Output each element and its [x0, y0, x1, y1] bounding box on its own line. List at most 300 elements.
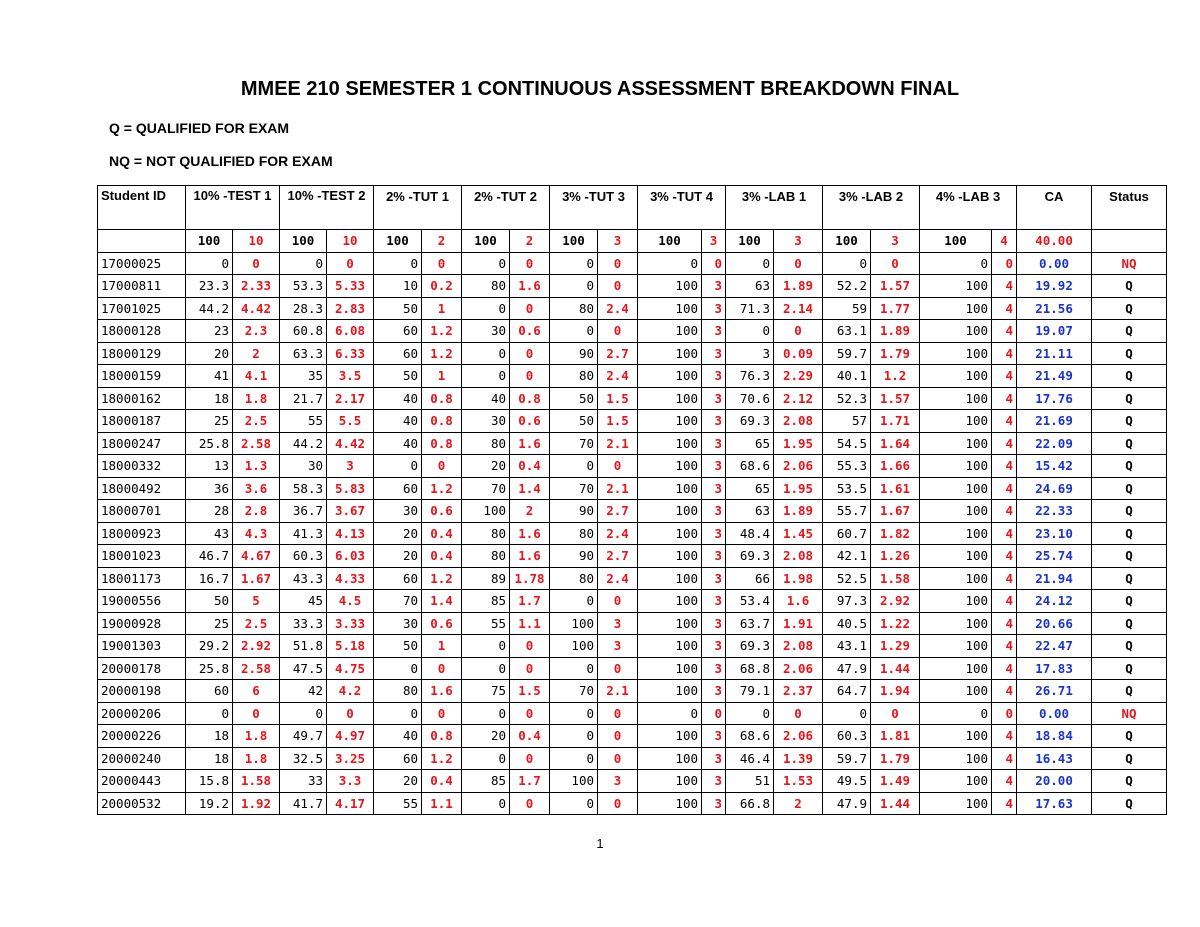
weighted-score-cell: 0	[598, 320, 638, 343]
weighted-score-cell: 4	[992, 500, 1017, 523]
weighted-score-cell: 0.8	[422, 432, 462, 455]
raw-score-cell: 60	[186, 680, 233, 703]
weighted-score-cell: 4	[992, 365, 1017, 388]
weighted-score-cell: 0.4	[422, 770, 462, 793]
ca-total-cell: 21.49	[1017, 365, 1092, 388]
raw-score-cell: 0	[550, 590, 598, 613]
raw-score-cell: 48.4	[726, 522, 774, 545]
raw-score-cell: 25	[186, 612, 233, 635]
weighted-score-cell: 4	[992, 635, 1017, 658]
raw-score-cell: 100	[638, 432, 702, 455]
raw-score-cell: 63	[726, 275, 774, 298]
max-marks-row	[98, 230, 1167, 253]
table-row	[98, 432, 1167, 455]
weighted-score-cell: 1.79	[871, 342, 920, 365]
raw-score-cell: 90	[550, 545, 598, 568]
raw-score-cell: 100	[920, 770, 992, 793]
weighted-score-cell: 6.03	[327, 545, 374, 568]
weighted-score-cell: 0	[598, 792, 638, 815]
weighted-score-cell: 0	[422, 252, 462, 275]
status-cell: Q	[1092, 500, 1167, 523]
weighted-score-cell: 1.8	[233, 725, 280, 748]
weighted-score-cell: 4	[992, 567, 1017, 590]
weighted-score-cell: 2.7	[598, 342, 638, 365]
weighted-score-cell: 2.4	[598, 522, 638, 545]
student-id-cell: 18000128	[98, 320, 186, 343]
weighted-score-cell: 4	[992, 432, 1017, 455]
raw-score-cell: 0	[550, 702, 598, 725]
raw-score-cell: 65	[726, 432, 774, 455]
weighted-score-cell: 2.29	[774, 365, 823, 388]
weighted-score-cell: 1.3	[233, 455, 280, 478]
weighted-score-cell: 0	[598, 252, 638, 275]
max-cell: 3	[774, 230, 823, 253]
weighted-score-cell: 1.95	[774, 432, 823, 455]
raw-score-cell: 0	[462, 342, 510, 365]
weighted-score-cell: 1.45	[774, 522, 823, 545]
ca-total-cell: 0.00	[1017, 702, 1092, 725]
raw-score-cell: 42	[280, 680, 327, 703]
raw-score-cell: 65	[726, 477, 774, 500]
weighted-score-cell: 1.89	[774, 500, 823, 523]
header-ca: CA	[1017, 186, 1092, 230]
status-cell: Q	[1092, 275, 1167, 298]
weighted-score-cell: 2.17	[327, 387, 374, 410]
weighted-score-cell: 3	[598, 635, 638, 658]
weighted-score-cell: 2.14	[774, 297, 823, 320]
max-cell: 4	[992, 230, 1017, 253]
weighted-score-cell: 2.12	[774, 387, 823, 410]
weighted-score-cell: 1.8	[233, 387, 280, 410]
raw-score-cell: 100	[638, 725, 702, 748]
raw-score-cell: 100	[638, 387, 702, 410]
student-id-cell: 18000129	[98, 342, 186, 365]
raw-score-cell: 68.6	[726, 725, 774, 748]
weighted-score-cell: 3	[702, 770, 726, 793]
raw-score-cell: 0	[550, 275, 598, 298]
ca-total-cell: 17.83	[1017, 657, 1092, 680]
raw-score-cell: 0	[374, 657, 422, 680]
raw-score-cell: 53.4	[726, 590, 774, 613]
weighted-score-cell: 2.33	[233, 275, 280, 298]
weighted-score-cell: 2.58	[233, 432, 280, 455]
raw-score-cell: 36	[186, 477, 233, 500]
raw-score-cell: 100	[638, 522, 702, 545]
raw-score-cell: 30	[280, 455, 327, 478]
weighted-score-cell: 2.1	[598, 477, 638, 500]
header-tut4: 3% -TUT 4	[638, 186, 726, 230]
weighted-score-cell: 1.6	[422, 680, 462, 703]
weighted-score-cell: 0.2	[422, 275, 462, 298]
weighted-score-cell: 1.2	[422, 320, 462, 343]
weighted-score-cell: 4.13	[327, 522, 374, 545]
ca-total-cell: 20.66	[1017, 612, 1092, 635]
raw-score-cell: 30	[462, 320, 510, 343]
raw-score-cell: 70	[374, 590, 422, 613]
weighted-score-cell: 1.2	[871, 365, 920, 388]
raw-score-cell: 53.3	[280, 275, 327, 298]
header-status: Status	[1092, 186, 1167, 230]
raw-score-cell: 52.5	[823, 567, 871, 590]
raw-score-cell: 0	[186, 702, 233, 725]
header-student-id: Student ID	[98, 186, 186, 230]
ca-total-cell: 22.47	[1017, 635, 1092, 658]
student-id-cell: 19000556	[98, 590, 186, 613]
weighted-score-cell: 3.25	[327, 747, 374, 770]
raw-score-cell: 0	[550, 747, 598, 770]
ca-total-cell: 21.56	[1017, 297, 1092, 320]
student-id-cell: 18000162	[98, 387, 186, 410]
raw-score-cell: 100	[550, 612, 598, 635]
weighted-score-cell: 2	[233, 342, 280, 365]
weighted-score-cell: 0	[774, 702, 823, 725]
weighted-score-cell: 1.8	[233, 747, 280, 770]
weighted-score-cell: 3	[702, 657, 726, 680]
status-cell: Q	[1092, 770, 1167, 793]
legend-qualified: Q = QUALIFIED FOR EXAM	[109, 120, 290, 136]
raw-score-cell: 40	[462, 387, 510, 410]
student-id-cell: 20000198	[98, 680, 186, 703]
weighted-score-cell: 4	[992, 297, 1017, 320]
raw-score-cell: 50	[374, 297, 422, 320]
raw-score-cell: 25.8	[186, 657, 233, 680]
status-cell: Q	[1092, 477, 1167, 500]
raw-score-cell: 100	[638, 545, 702, 568]
student-id-cell: 19001303	[98, 635, 186, 658]
weighted-score-cell: 5.83	[327, 477, 374, 500]
weighted-score-cell: 3	[702, 275, 726, 298]
raw-score-cell: 60	[374, 747, 422, 770]
raw-score-cell: 100	[638, 590, 702, 613]
weighted-score-cell: 3	[702, 387, 726, 410]
ca-total-cell: 21.94	[1017, 567, 1092, 590]
raw-score-cell: 75	[462, 680, 510, 703]
weighted-score-cell: 0	[510, 702, 550, 725]
student-id-cell: 20000240	[98, 747, 186, 770]
weighted-score-cell: 0.6	[422, 612, 462, 635]
table-row	[98, 635, 1167, 658]
max-cell: 100	[280, 230, 327, 253]
weighted-score-cell: 3	[702, 365, 726, 388]
raw-score-cell: 80	[550, 567, 598, 590]
assessment-table	[97, 185, 1167, 815]
weighted-score-cell: 1.79	[871, 747, 920, 770]
raw-score-cell: 43	[186, 522, 233, 545]
raw-score-cell: 100	[920, 567, 992, 590]
student-id-cell: 20000226	[98, 725, 186, 748]
raw-score-cell: 63	[726, 500, 774, 523]
weighted-score-cell: 0.4	[422, 545, 462, 568]
weighted-score-cell: 5.18	[327, 635, 374, 658]
table-row	[98, 320, 1167, 343]
weighted-score-cell: 4	[992, 477, 1017, 500]
status-cell: Q	[1092, 747, 1167, 770]
weighted-score-cell: 1.94	[871, 680, 920, 703]
weighted-score-cell: 0	[422, 455, 462, 478]
table-row	[98, 522, 1167, 545]
weighted-score-cell: 3.33	[327, 612, 374, 635]
raw-score-cell: 52.2	[823, 275, 871, 298]
raw-score-cell: 40	[374, 432, 422, 455]
max-cell: 2	[510, 230, 550, 253]
weighted-score-cell: 1.2	[422, 747, 462, 770]
status-cell: Q	[1092, 792, 1167, 815]
raw-score-cell: 41.3	[280, 522, 327, 545]
weighted-score-cell: 0.09	[774, 342, 823, 365]
raw-score-cell: 13	[186, 455, 233, 478]
weighted-score-cell: 4	[992, 725, 1017, 748]
raw-score-cell: 40	[374, 387, 422, 410]
raw-score-cell: 60	[374, 567, 422, 590]
raw-score-cell: 69.3	[726, 410, 774, 433]
raw-score-cell: 85	[462, 590, 510, 613]
raw-score-cell: 100	[638, 657, 702, 680]
weighted-score-cell: 3	[702, 342, 726, 365]
raw-score-cell: 0	[186, 252, 233, 275]
raw-score-cell: 20	[462, 725, 510, 748]
student-id-cell: 20000206	[98, 702, 186, 725]
weighted-score-cell: 4.97	[327, 725, 374, 748]
weighted-score-cell: 1.1	[422, 792, 462, 815]
raw-score-cell: 0	[823, 252, 871, 275]
max-row-blank	[1092, 230, 1167, 253]
weighted-score-cell: 3	[702, 612, 726, 635]
raw-score-cell: 60.7	[823, 522, 871, 545]
raw-score-cell: 20	[462, 455, 510, 478]
raw-score-cell: 51	[726, 770, 774, 793]
legend-not-qualified: NQ = NOT QUALIFIED FOR EXAM	[109, 153, 333, 169]
raw-score-cell: 100	[638, 410, 702, 433]
weighted-score-cell: 3.67	[327, 500, 374, 523]
weighted-score-cell: 4.42	[233, 297, 280, 320]
weighted-score-cell: 1	[422, 365, 462, 388]
weighted-score-cell: 1.2	[422, 342, 462, 365]
weighted-score-cell: 0.8	[422, 725, 462, 748]
raw-score-cell: 3	[726, 342, 774, 365]
weighted-score-cell: 3.3	[327, 770, 374, 793]
weighted-score-cell: 2.4	[598, 297, 638, 320]
weighted-score-cell: 4.75	[327, 657, 374, 680]
weighted-score-cell: 3	[702, 410, 726, 433]
raw-score-cell: 20	[374, 770, 422, 793]
weighted-score-cell: 1.6	[510, 545, 550, 568]
raw-score-cell: 0	[462, 747, 510, 770]
raw-score-cell: 100	[920, 725, 992, 748]
table-row	[98, 702, 1167, 725]
student-id-cell: 20000443	[98, 770, 186, 793]
weighted-score-cell: 3	[702, 747, 726, 770]
raw-score-cell: 100	[638, 477, 702, 500]
weighted-score-cell: 2.7	[598, 545, 638, 568]
raw-score-cell: 100	[638, 770, 702, 793]
weighted-score-cell: 0	[233, 702, 280, 725]
raw-score-cell: 70.6	[726, 387, 774, 410]
weighted-score-cell: 2.3	[233, 320, 280, 343]
weighted-score-cell: 0	[598, 455, 638, 478]
table-row	[98, 477, 1167, 500]
raw-score-cell: 55	[462, 612, 510, 635]
weighted-score-cell: 0	[510, 342, 550, 365]
raw-score-cell: 100	[920, 522, 992, 545]
weighted-score-cell: 1.58	[871, 567, 920, 590]
weighted-score-cell: 0.4	[422, 522, 462, 545]
header-test1: 10% -TEST 1	[186, 186, 280, 230]
weighted-score-cell: 1.6	[510, 275, 550, 298]
max-cell: 100	[726, 230, 774, 253]
table-row	[98, 297, 1167, 320]
weighted-score-cell: 2.08	[774, 410, 823, 433]
raw-score-cell: 20	[374, 545, 422, 568]
weighted-score-cell: 1.58	[233, 770, 280, 793]
weighted-score-cell: 1.2	[422, 477, 462, 500]
weighted-score-cell: 3.5	[327, 365, 374, 388]
raw-score-cell: 0	[550, 792, 598, 815]
document-title: MMEE 210 SEMESTER 1 CONTINUOUS ASSESSMENT BREAKDOWN FINAL	[240, 78, 960, 100]
weighted-score-cell: 5.33	[327, 275, 374, 298]
raw-score-cell: 18	[186, 387, 233, 410]
table-row	[98, 500, 1167, 523]
weighted-score-cell: 1.1	[510, 612, 550, 635]
student-id-cell: 18000159	[98, 365, 186, 388]
raw-score-cell: 30	[374, 500, 422, 523]
weighted-score-cell: 6	[233, 680, 280, 703]
raw-score-cell: 100	[638, 635, 702, 658]
raw-score-cell: 100	[920, 635, 992, 658]
weighted-score-cell: 4	[992, 455, 1017, 478]
weighted-score-cell: 0	[702, 252, 726, 275]
weighted-score-cell: 1.81	[871, 725, 920, 748]
weighted-score-cell: 3	[702, 320, 726, 343]
raw-score-cell: 0	[462, 792, 510, 815]
weighted-score-cell: 0	[598, 702, 638, 725]
raw-score-cell: 43.1	[823, 635, 871, 658]
raw-score-cell: 49.5	[823, 770, 871, 793]
status-cell: Q	[1092, 657, 1167, 680]
ca-total-cell: 21.69	[1017, 410, 1092, 433]
weighted-score-cell: 2.37	[774, 680, 823, 703]
weighted-score-cell: 0	[327, 252, 374, 275]
raw-score-cell: 100	[920, 612, 992, 635]
weighted-score-cell: 0	[598, 725, 638, 748]
raw-score-cell: 68.8	[726, 657, 774, 680]
raw-score-cell: 68.6	[726, 455, 774, 478]
weighted-score-cell: 1.22	[871, 612, 920, 635]
ca-total-cell: 19.07	[1017, 320, 1092, 343]
raw-score-cell: 0	[726, 252, 774, 275]
status-cell: Q	[1092, 522, 1167, 545]
weighted-score-cell: 0	[327, 702, 374, 725]
weighted-score-cell: 2.06	[774, 725, 823, 748]
raw-score-cell: 20	[186, 342, 233, 365]
weighted-score-cell: 4	[992, 387, 1017, 410]
header-lab2: 3% -LAB 2	[823, 186, 920, 230]
weighted-score-cell: 0	[992, 702, 1017, 725]
weighted-score-cell: 2.08	[774, 545, 823, 568]
raw-score-cell: 0	[726, 320, 774, 343]
raw-score-cell: 51.8	[280, 635, 327, 658]
weighted-score-cell: 0.4	[510, 455, 550, 478]
weighted-score-cell: 4	[992, 612, 1017, 635]
raw-score-cell: 55.3	[823, 455, 871, 478]
weighted-score-cell: 0.8	[422, 410, 462, 433]
raw-score-cell: 100	[638, 500, 702, 523]
raw-score-cell: 100	[920, 410, 992, 433]
raw-score-cell: 100	[920, 657, 992, 680]
table-row	[98, 612, 1167, 635]
weighted-score-cell: 1.71	[871, 410, 920, 433]
weighted-score-cell: 2.83	[327, 297, 374, 320]
raw-score-cell: 40.5	[823, 612, 871, 635]
raw-score-cell: 36.7	[280, 500, 327, 523]
raw-score-cell: 100	[638, 365, 702, 388]
raw-score-cell: 0	[462, 635, 510, 658]
weighted-score-cell: 1.95	[774, 477, 823, 500]
raw-score-cell: 23	[186, 320, 233, 343]
ca-total-cell: 25.74	[1017, 545, 1092, 568]
raw-score-cell: 69.3	[726, 635, 774, 658]
ca-total-cell: 15.42	[1017, 455, 1092, 478]
raw-score-cell: 35	[280, 365, 327, 388]
raw-score-cell: 63.1	[823, 320, 871, 343]
raw-score-cell: 59.7	[823, 747, 871, 770]
raw-score-cell: 63.3	[280, 342, 327, 365]
raw-score-cell: 80	[550, 297, 598, 320]
raw-score-cell: 0	[638, 252, 702, 275]
status-cell: Q	[1092, 342, 1167, 365]
weighted-score-cell: 2	[510, 500, 550, 523]
raw-score-cell: 16.7	[186, 567, 233, 590]
status-cell: Q	[1092, 455, 1167, 478]
table-row	[98, 387, 1167, 410]
weighted-score-cell: 0	[510, 365, 550, 388]
student-id-cell: 17000811	[98, 275, 186, 298]
status-cell: Q	[1092, 387, 1167, 410]
weighted-score-cell: 3	[702, 590, 726, 613]
raw-score-cell: 10	[374, 275, 422, 298]
weighted-score-cell: 0.6	[510, 410, 550, 433]
weighted-score-cell: 3	[702, 477, 726, 500]
weighted-score-cell: 1.89	[774, 275, 823, 298]
table-row	[98, 725, 1167, 748]
weighted-score-cell: 0.8	[422, 387, 462, 410]
raw-score-cell: 80	[462, 522, 510, 545]
weighted-score-cell: 3	[702, 792, 726, 815]
weighted-score-cell: 0.8	[510, 387, 550, 410]
weighted-score-cell: 1.82	[871, 522, 920, 545]
raw-score-cell: 29.2	[186, 635, 233, 658]
weighted-score-cell: 4	[992, 522, 1017, 545]
ca-total-cell: 19.92	[1017, 275, 1092, 298]
weighted-score-cell: 2.4	[598, 365, 638, 388]
raw-score-cell: 58.3	[280, 477, 327, 500]
raw-score-cell: 80	[462, 545, 510, 568]
weighted-score-cell: 0	[774, 252, 823, 275]
ca-total-cell: 22.09	[1017, 432, 1092, 455]
raw-score-cell: 18	[186, 747, 233, 770]
weighted-score-cell: 2	[774, 792, 823, 815]
weighted-score-cell: 2.8	[233, 500, 280, 523]
table-row	[98, 455, 1167, 478]
weighted-score-cell: 2.1	[598, 680, 638, 703]
weighted-score-cell: 1.5	[598, 410, 638, 433]
raw-score-cell: 0	[374, 455, 422, 478]
table-row	[98, 342, 1167, 365]
raw-score-cell: 0	[280, 252, 327, 275]
weighted-score-cell: 5.5	[327, 410, 374, 433]
weighted-score-cell: 0	[233, 252, 280, 275]
ca-total-cell: 18.84	[1017, 725, 1092, 748]
raw-score-cell: 89	[462, 567, 510, 590]
